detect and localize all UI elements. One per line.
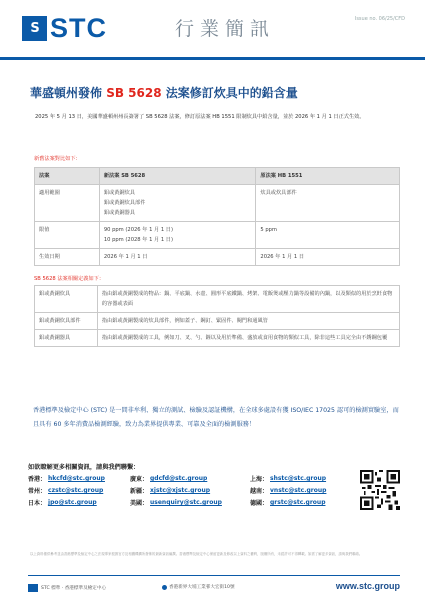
headline-code: SB 5628 [106,86,162,100]
table-header-row [35,168,400,185]
table-row [35,286,400,313]
table2-label: SB 5628 法案相關定義如下： [34,276,105,282]
footer-organization [28,584,106,592]
intro-paragraph: 2025 年 5 月 13 日，美國華盛頓州州長簽署了 SB 5628 法案，修訂原法案 HB 1551 限制炊具中鉛含量，並於 2026 年 1 月 1 日正式生效。 [35,114,365,120]
table-cell [99,185,256,222]
table1-label: 新舊法案對比如下： [34,156,81,162]
contact-city: 越南： [250,488,269,495]
row-label: 限值 [35,222,100,249]
website-link[interactable]: www.stc.group [335,581,400,591]
cell-line: 2026 年 1 月 1 日 [260,254,305,260]
contact-email-link[interactable]: usenquiry@stc.group [150,499,222,506]
stc-logo [22,13,107,43]
contact-item [130,486,250,495]
cell-line: 鋁或黃銅炊具部件 [103,200,146,206]
about-stc-paragraph: 香港標準及檢定中心 (STC) 是一間非牟利、獨立的測試、檢驗及認証機構，在全球多處設有獲 ISO/IEC 17025 認可的檢測實驗室，而且具有 60 多年消費品檢測經驗，致力為業界提供專業、可靠及全面的檢測服務！ [33,407,399,428]
comparison-table [34,167,400,266]
table-cell [99,249,256,266]
contact-city: 德國： [250,500,269,507]
header-divider [0,57,425,60]
footer-address-text: 香港新界大埔工業邨大宏街10號 [169,585,235,590]
definition-text: 指由鋁或黃銅製成的物品：鍋、平底鍋、水壺、圓形平底鐵鍋、烤架、電飯煲或壓力鍋等設備的內鍋，以及類似的用於烹飪食物的容器或表面 [97,286,399,313]
contact-city: 香港： [28,476,47,483]
contact-email-link[interactable]: grstc@stc.group [270,499,326,506]
cell-line: 5 ppm [260,227,277,233]
footer-org-name: STC 標準 · 香港標準及檢定中心 [41,586,107,591]
disclaimer-text: 以上資料僅供參考並由香港標準及檢定中心之法規專家根據官方及相關機構所發佈的最新資訊編撰。香港標準及檢定中心保留更新及修改以上資料之權利，版權所有，未經許可不得轉載。如需了解更多資訊，請與我們聯絡。 [30,552,363,556]
footer [0,575,425,600]
cell-line: 鋁或黃銅器具 [103,210,135,216]
table-cell [99,222,256,249]
headline-prefix: 華盛頓州發佈 [30,86,103,100]
qr-code-icon[interactable] [360,470,400,510]
table-cell [256,222,400,249]
table-header-cell: 原法案 HB 1551 [256,168,400,185]
contact-email-link[interactable]: hkcfd@stc.group [48,475,105,482]
row-label: 適用範圍 [35,185,100,222]
contact-email-link[interactable]: czstc@stc.group [48,487,104,494]
logo-mark-icon: S [22,16,47,41]
contact-item [28,474,130,483]
issue-number: Issue no. 06/25/CFD [354,16,405,22]
headline-suffix: 法案修訂炊具中的鉛含量 [165,86,298,100]
definition-text: 指由鋁或黃銅製成的工具，例如刀、叉、勺、鏟以及用於準備、盛放或食用食物的類似工具，除非這些工具完全由不銹鋼包覆 [97,330,399,347]
table-row [35,249,400,266]
contact-item [28,498,130,507]
header [0,0,425,62]
cell-line: 90 ppm (2026 年 1 月 1 日) [103,227,174,233]
article-headline [30,84,400,101]
cell-line: 炊具或炊具部件 [260,190,297,196]
logo-text: STC [50,13,107,43]
definitions-table [34,285,400,347]
contact-email-link[interactable]: shstc@stc.group [270,475,327,482]
contact-city: 常州： [28,488,47,495]
table-cell [256,249,400,266]
cell-line: 10 ppm (2028 年 1 月 1 日) [103,237,174,243]
contact-email-link[interactable]: gdcfd@stc.group [150,475,208,482]
stc-mini-logo-icon [28,584,38,592]
contact-city: 美國： [130,500,149,507]
contact-item [250,474,350,483]
contact-city: 日本： [28,500,47,507]
row-label: 生效日期 [35,249,100,266]
contact-city: 上海： [250,476,269,483]
contact-list [28,474,348,507]
contact-email-link[interactable]: jpo@stc.group [48,499,97,506]
contact-email-link[interactable]: xjstc@xjstc.group [150,487,211,494]
footer-address [162,584,235,590]
footer-divider [28,575,400,576]
contact-item [28,486,130,495]
table-row [35,330,400,347]
table-row [35,185,400,222]
table-cell [256,185,400,222]
definition-term: 鋁或黃銅炊具 [35,286,98,313]
contact-city: 廣東： [130,476,149,483]
table-row [35,313,400,330]
contact-email-link[interactable]: vnstc@stc.group [270,487,327,494]
contact-city: 新疆： [130,488,149,495]
contact-item [250,498,350,507]
newsletter-title: 行業簡訊 [175,18,276,40]
contact-item [250,486,350,495]
contact-item [130,474,250,483]
contact-item [130,498,250,507]
definition-term: 鋁或黃銅炊具部件 [35,313,98,330]
location-pin-icon [162,585,167,590]
definition-term: 鋁或黃銅器具 [35,330,98,347]
table-row [35,222,400,249]
contact-title: 如欲瞭解更多相關資訊，請與我們聯繫： [28,464,140,471]
table-header-cell: 法案 [35,168,100,185]
cell-line: 鋁或黃銅炊具 [103,190,135,196]
table-header-cell: 新法案 SB 5628 [99,168,256,185]
definition-text: 指由鋁或黃銅製成的炊具部件，例如蓋子、鋼釘、緊固件、閥門和通風管 [97,313,399,330]
cell-line: 2026 年 1 月 1 日 [103,254,148,260]
